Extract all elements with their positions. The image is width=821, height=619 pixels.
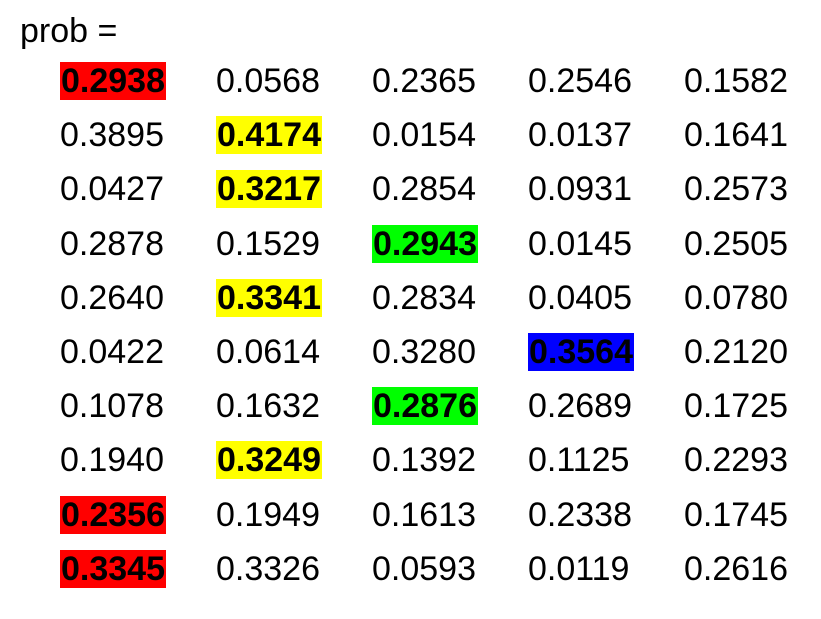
matrix-cell-r8-c4: 0.1125 (528, 441, 630, 480)
matrix-cell-r5-c2: 0.3341 (217, 278, 321, 317)
matrix-cell-r1-c2: 0.0568 (216, 62, 320, 100)
matrix-cell-r2-c5: 0.1641 (684, 116, 788, 155)
matrix-cell-r1-c4: 0.2546 (528, 62, 632, 100)
matrix-cell-r10-c2: 0.3326 (216, 549, 320, 588)
matrix-cell-r3-c5: 0.2573 (684, 170, 788, 209)
matrix-cell-r4-c2: 0.1529 (216, 224, 320, 263)
matrix-cell-r6-c4: 0.3564 (529, 333, 633, 371)
matrix-cell-r5-c4: 0.0405 (528, 278, 632, 317)
matrix-cell-r5-c1: 0.2640 (60, 278, 164, 317)
matrix-cell-r6-c2: 0.0614 (216, 333, 320, 371)
matrix-cell-r1-c1: 0.2938 (61, 62, 165, 100)
matrix-cell-r6-c5: 0.2120 (684, 333, 788, 371)
matrix-cell-r7-c1: 0.1078 (60, 387, 164, 426)
matrix-cell-r9-c1: 0.2356 (61, 495, 165, 534)
matrix-cell-r5-c3: 0.2834 (372, 278, 476, 317)
matrix-cell-r1-c3: 0.2365 (372, 62, 476, 100)
matrix-cell-r3-c1: 0.0427 (60, 170, 164, 209)
matrix-cell-r8-c3: 0.1392 (372, 441, 476, 480)
matrix-cell-r6-c3: 0.3280 (372, 333, 476, 371)
matrix-cell-r6-c1: 0.0422 (60, 333, 164, 371)
matrix-cell-r2-c3: 0.0154 (372, 116, 476, 155)
matrix-cell-r4-c3: 0.2943 (373, 224, 477, 263)
matrix-cell-r8-c5: 0.2293 (684, 441, 788, 480)
matrix-cell-r8-c1: 0.1940 (60, 441, 164, 480)
matrix-cell-r10-c4: 0.0119 (528, 549, 630, 588)
matrix-cell-r9-c2: 0.1949 (216, 495, 320, 534)
matrix-cell-r3-c2: 0.3217 (217, 170, 321, 209)
matrix-title: prob = (20, 12, 118, 50)
matrix-cell-r9-c4: 0.2338 (528, 495, 632, 534)
matrix-cell-r9-c5: 0.1745 (684, 495, 788, 534)
matrix-cell-r3-c4: 0.0931 (528, 170, 632, 209)
matrix-cell-r2-c4: 0.0137 (528, 116, 632, 155)
matrix-cell-r4-c5: 0.2505 (684, 224, 788, 263)
matrix-cell-r10-c3: 0.0593 (372, 549, 476, 588)
matrix-cell-r3-c3: 0.2854 (372, 170, 476, 209)
matrix-cell-r7-c3: 0.2876 (373, 387, 477, 426)
matrix-cell-r2-c2: 0.4174 (217, 116, 321, 155)
matrix-cell-r4-c1: 0.2878 (60, 224, 164, 263)
matrix-cell-r4-c4: 0.0145 (528, 224, 632, 263)
matrix-cell-r9-c3: 0.1613 (372, 495, 476, 534)
matrix-cell-r7-c4: 0.2689 (528, 387, 632, 426)
matrix-cell-r7-c2: 0.1632 (216, 387, 320, 426)
matrix-cell-r7-c5: 0.1725 (684, 387, 788, 426)
matrix-cell-r2-c1: 0.3895 (60, 116, 164, 155)
matrix-cell-r10-c5: 0.2616 (684, 549, 788, 588)
matrix-cell-r5-c5: 0.0780 (684, 278, 788, 317)
matrix-cell-r10-c1: 0.3345 (61, 549, 165, 588)
matrix-cell-r1-c5: 0.1582 (684, 62, 788, 100)
matrix-cell-r8-c2: 0.3249 (217, 441, 321, 480)
